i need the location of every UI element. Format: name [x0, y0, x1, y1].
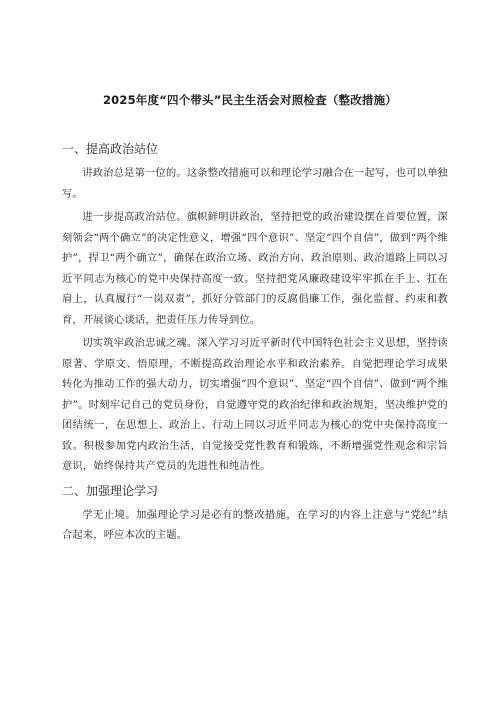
document-title: 2025年度“四个带头”民主生活会对照检查（整改措施） — [102, 93, 398, 107]
section-theory-study — [62, 482, 448, 547]
paragraph: 进一步提高政治站位。旗帜鲜明讲政治，坚持把党的政治建设摆在首要位置，深刻领会“两个确立”的决定性意义，增强“四个意识”、坚定“四个自信”，做到“两个维护”，捍卫“两个确立”，确保在政治立场、政治方向、政治原则、政治道路上同以习近平同志为核心的党中央保持高度一致。坚持把党风廉政建设牢牢抓在手上、扛在肩上，认真履行“一岗双责”，抓好分管部门的反腐倡廉工作，强化监督、约束和教育，开展谈心谈话，把责任压力传导到位。 — [62, 212, 448, 326]
document-body — [62, 140, 448, 550]
paragraph: 学无止境。加强理论学习是必有的整改措施，在学习的内容上注意与“党纪”结合起来，呼应本次的主题。 — [62, 509, 448, 541]
section-heading: 二、加强理论学习 — [62, 483, 159, 498]
paragraph: 切实筑牢政治忠诚之魂。深入学习习近平新时代中国特色社会主义思想，坚持读原著、学原文、悟原理，不断提高政治理论水平和政治素养。自觉把理论学习成果转化为推动工作的强大动力，切实增强“四个意识”、坚定“四个自信”、做到“两个维护”。时刻牢记自己的党员身份，自觉遵守党的政治纪律和政治规矩，坚决维护党的团结统一，在思想上、政治上、行动上同以习近平同志为核心的党中央保持高度一致。积极参加党内政治生活，自觉接受党性教育和锻炼，不断增强党性观念和宗旨意识，始终保持共产党员的先进性和纯洁性。 — [62, 338, 448, 472]
paragraph: 讲政治总是第一位的。这条整改措施可以和理论学习融合在一起写，也可以单独写。 — [62, 168, 448, 200]
section-political-stance — [62, 140, 448, 478]
section-heading: 一、提高政治站位 — [62, 142, 159, 156]
